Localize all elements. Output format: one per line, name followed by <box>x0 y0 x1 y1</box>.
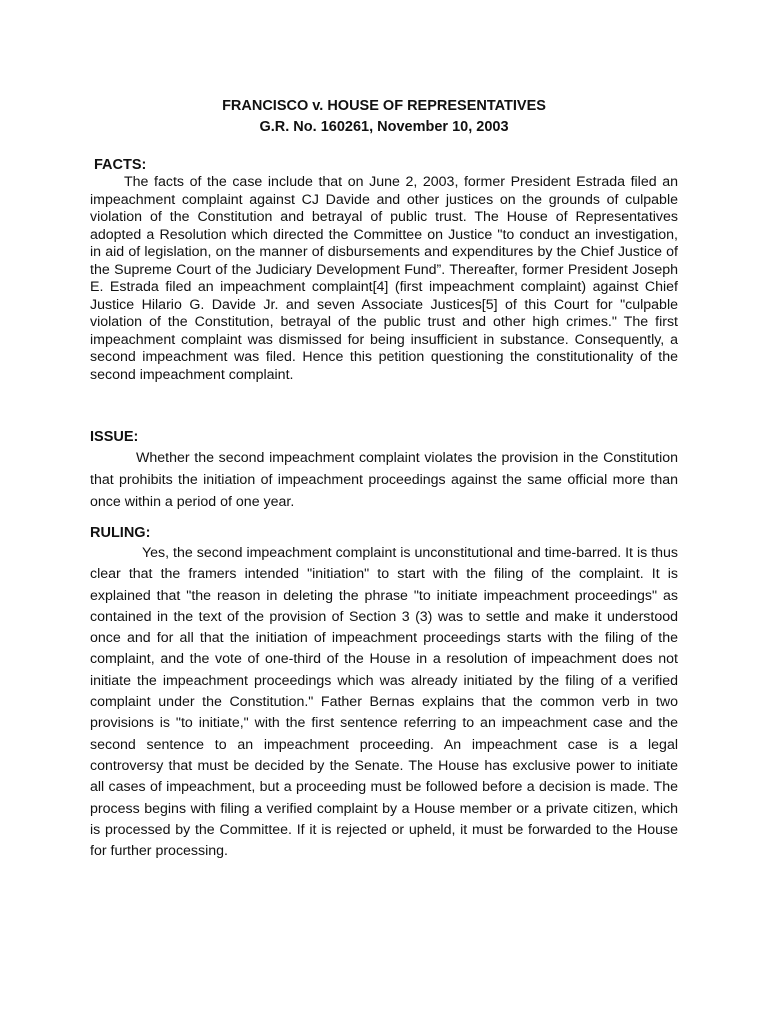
facts-paragraph: The facts of the case include that on June 2, 2003, former President Estrada filed an impeachment complaint against CJ Davide and other justices on the grounds of culpable violation of the Constitution and betrayal of public trust. The House of Representatives adopted a Resolution which directed the Committee on Justice "to conduct an investigation, in aid of legislation, on the manner of disbursements and expenditures by the Chief Justice of the Supreme Court of the Judiciary Development Fund”. Thereafter, former President Joseph E. Estrada filed an impeachment complaint[4] (first impeachment complaint) against Chief Justice Hilario G. Davide Jr. and seven Associate Justices[5] of this Court for "culpable violation of the Constitution, betrayal of the public trust and other high crimes." The first impeachment complaint was dismissed for being insufficient in substance. Consequently, a second impeachment was filed. Hence this petition questioning the constitutionality of the second impeachment complaint. <box>90 174 678 383</box>
facts-section <box>90 156 678 384</box>
case-title: FRANCISCO v. HOUSE OF REPRESENTATIVES <box>222 98 546 114</box>
case-citation: G.R. No. 160261, November 10, 2003 <box>259 119 509 135</box>
ruling-section <box>90 524 678 862</box>
ruling-paragraph: Yes, the second impeachment complaint is unconstitutional and time-barred. It is thus clear that the framers intended "initiation" to start with the filing of the complaint. It is explained that "the reason in deleting the phrase "to initiate impeachment proceedings" as contained in the text of the provision of Section 3 (3) was to settle and make it understood once and for all that the initiation of impeachment proceedings starts with the filing of the complaint, and the vote of one-third of the House in a resolution of impeachment does not initiate the impeachment proceedings which was already initiated by the filing of a verified complaint under the Constitution." Father Bernas explains that the common verb in two provisions is "to initiate," with the first sentence referring to an impeachment case and the second sentence to an impeachment proceeding. An impeachment case is a legal controversy that must be decided by the Senate. The House has exclusive power to initiate all cases of impeachment, but a proceeding must be followed before a decision is made. The process begins with filing a verified complaint by a House member or a private citizen, which is processed by the Committee. If it is rejected or upheld, it must be forwarded to the House for further processing. <box>90 545 678 860</box>
issue-section <box>90 428 678 513</box>
issue-paragraph: Whether the second impeachment complaint violates the provision in the Constitution that prohibits the initiation of impeachment proceedings against the same official more than once within a period of one year. <box>90 450 678 510</box>
facts-heading: FACTS: <box>94 157 147 173</box>
ruling-heading: RULING: <box>90 525 151 541</box>
issue-heading: ISSUE: <box>90 429 139 445</box>
title-block <box>0 96 768 138</box>
